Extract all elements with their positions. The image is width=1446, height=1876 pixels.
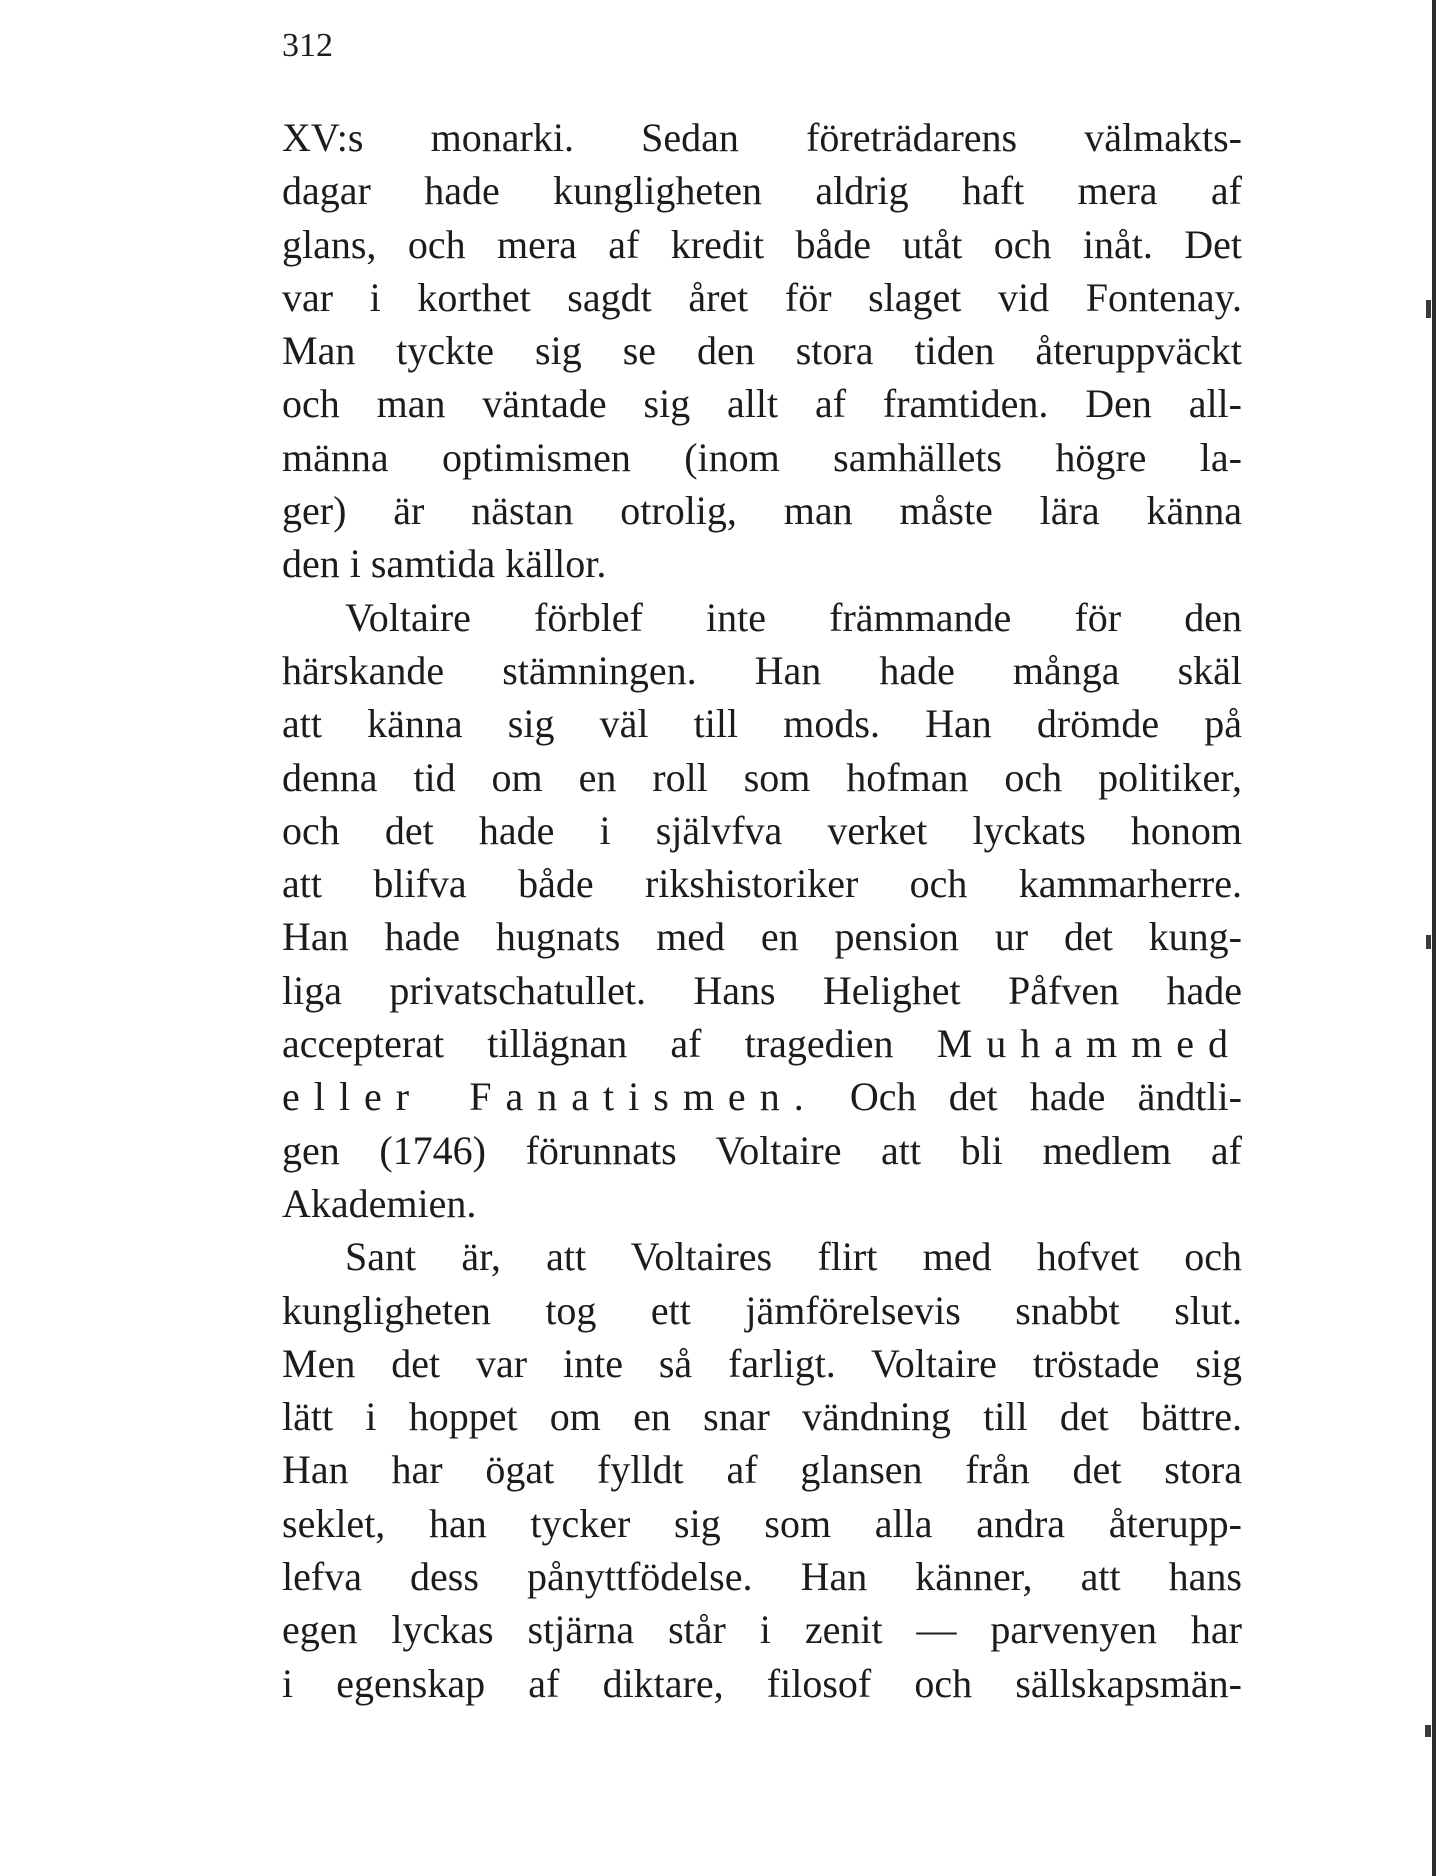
page-edge-line bbox=[1432, 0, 1436, 1876]
text-line: Akademien. bbox=[282, 1180, 477, 1226]
text-line: egen lyckas stjärna står i zenit — parvenyen har bbox=[282, 1607, 1242, 1653]
text-line: Han hade hugnats med en pension ur det kung- bbox=[282, 914, 1242, 960]
line-segment: Och det hade ändtli- bbox=[849, 1074, 1242, 1120]
text-line bbox=[282, 1017, 1242, 1070]
text-line: Han har ögat fylldt af glansen från det stora bbox=[282, 1447, 1242, 1493]
body-text bbox=[282, 111, 1242, 1710]
text-line: i egenskap af diktare, filosof och sällskapsmän- bbox=[282, 1660, 1242, 1706]
text-line: att känna sig väl till mods. Han drömde på bbox=[282, 701, 1242, 747]
text-line: Man tyckte sig se den stora tiden återuppväckt bbox=[282, 328, 1242, 374]
text-line: och det hade i självfva verket lyckats honom bbox=[282, 807, 1242, 853]
page-number: 312 bbox=[282, 27, 333, 64]
edge-mark bbox=[1425, 1725, 1431, 1737]
text-line: denna tid om en roll som hofman och politiker, bbox=[282, 754, 1242, 800]
emphasized-title: eller Fanatismen. bbox=[282, 1074, 818, 1120]
text-line: lätt i hoppet om en snar vändning till det bättre. bbox=[282, 1394, 1242, 1440]
text-line: gen (1746) förunnats Voltaire att bli medlem af bbox=[282, 1127, 1242, 1173]
text-line: Men det var inte så farligt. Voltaire tröstade sig bbox=[282, 1340, 1242, 1386]
text-line: härskande stämningen. Han hade många skäl bbox=[282, 647, 1242, 693]
text-line: Voltaire förblef inte främmande för den bbox=[345, 594, 1242, 640]
text-line: ger) är nästan otrolig, man måste lära känna bbox=[282, 488, 1242, 534]
text-line: kungligheten tog ett jämförelsevis snabbt slut. bbox=[282, 1287, 1242, 1333]
emphasized-title: Muhammed bbox=[936, 1021, 1243, 1067]
text-line: seklet, han tycker sig som alla andra återupp- bbox=[282, 1500, 1242, 1546]
text-line: XV:s monarki. Sedan företrädarens välmakts- bbox=[282, 115, 1242, 160]
text-line: dagar hade kungligheten aldrig haft mera af bbox=[282, 168, 1242, 214]
text-line: att blifva både rikshistoriker och kammarherre. bbox=[282, 861, 1242, 907]
text-line: var i korthet sagdt året för slaget vid Fontenay. bbox=[282, 274, 1242, 320]
text-line: och man väntade sig allt af framtiden. Den all- bbox=[282, 381, 1242, 427]
text-line: glans, och mera af kredit både utåt och inåt. Det bbox=[282, 221, 1242, 267]
text-line bbox=[282, 1070, 1242, 1123]
line-segment: accepterat tillägnan af tragedien bbox=[282, 1021, 894, 1067]
edge-mark bbox=[1426, 300, 1431, 318]
edge-mark bbox=[1426, 935, 1431, 949]
text-line: den i samtida källor. bbox=[282, 541, 607, 587]
text-line: Sant är, att Voltaires flirt med hofvet och bbox=[345, 1234, 1242, 1280]
text-line: liga privatschatullet. Hans Helighet Påfven hade bbox=[282, 967, 1242, 1013]
text-line: lefva dess pånyttfödelse. Han känner, att hans bbox=[282, 1554, 1242, 1600]
text-line: männa optimismen (inom samhällets högre la- bbox=[282, 434, 1242, 480]
